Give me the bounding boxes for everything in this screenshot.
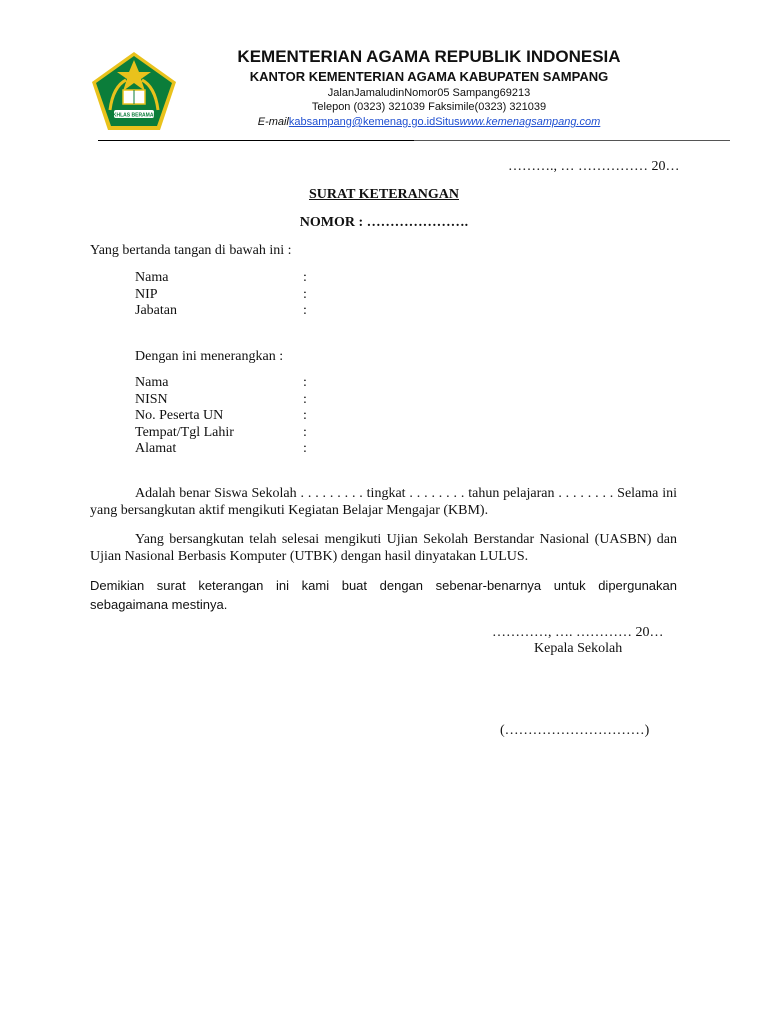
office-address: JalanJamaludinNomor05 Sampang69213 <box>327 87 531 99</box>
field-label: Nama <box>135 375 169 390</box>
field-colon: : <box>303 408 307 423</box>
field-label: NIP <box>135 286 158 302</box>
signer-fields <box>135 270 335 320</box>
logo-motto: IKHLAS BERAMAL <box>111 112 157 119</box>
email-label: E-mail <box>257 116 289 128</box>
date-line-top: ………., … …………… 20… <box>508 159 680 174</box>
student-fields <box>135 375 335 458</box>
field-row <box>135 303 335 320</box>
field-colon: : <box>303 375 307 390</box>
kemenag-logo <box>90 50 178 132</box>
letterhead-divider-right <box>414 140 730 141</box>
field-row <box>135 425 335 442</box>
letter-title: SURAT KETERANGAN <box>308 187 459 202</box>
field-row <box>135 270 335 287</box>
contact-line <box>230 116 628 128</box>
body-paragraph-2: Yang bersangkutan telah selesai mengikuti Ujian Sekolah Berstandar Nasional (UASBN) dan Ujian Nasional Berbasis Komputer (UTBK) dengan hasil dinyatakan LULUS. <box>90 532 677 564</box>
declares-text: Dengan ini menerangkan : <box>135 349 284 364</box>
site-label: Situs <box>435 116 460 128</box>
letter-number: NOMOR : …………………. <box>299 215 469 230</box>
office-phone: Telepon (0323) 321039 Faksimile(0323) 321039 <box>311 101 547 113</box>
ministry-name: KEMENTERIAN AGAMA REPUBLIK INDONESIA <box>237 47 621 66</box>
body-paragraph-1: Adalah benar Siswa Sekolah . . . . . . . . . tingkat . . . . . . . . tahun pelajaran . . . . . . . . Selama ini yang bersangkutan aktif mengikuti Kegiatan Belajar Mengajar (KBM). <box>90 486 677 518</box>
field-colon: : <box>303 424 307 440</box>
signer-position: Kepala Sekolah <box>534 641 623 656</box>
site-link[interactable]: www.kemenagsampang.com <box>459 116 601 128</box>
field-label: Alamat <box>135 441 177 456</box>
field-colon: : <box>303 441 307 456</box>
closing-paragraph: Demikian surat keterangan ini kami buat dengan sebenar-benarnya untuk dipergunakan sebagaimana mestinya. <box>90 578 677 612</box>
office-name: KANTOR KEMENTERIAN AGAMA KABUPATEN SAMPANG <box>249 69 609 84</box>
field-colon: : <box>303 286 307 302</box>
field-colon: : <box>303 303 307 318</box>
field-label: No. Peserta UN <box>135 408 224 423</box>
field-label: Tempat/Tgl Lahir <box>135 424 234 440</box>
field-row <box>135 441 335 458</box>
field-row <box>135 287 335 304</box>
letterhead-divider <box>98 140 414 141</box>
field-row <box>135 392 335 409</box>
email-link[interactable]: kabsampang@kemenag.go.id <box>288 116 436 128</box>
field-colon: : <box>303 391 307 407</box>
field-label: NISN <box>135 391 168 407</box>
field-row <box>135 408 335 425</box>
field-label: Jabatan <box>135 303 177 318</box>
intro-text: Yang bertanda tangan di bawah ini : <box>90 243 292 258</box>
field-colon: : <box>303 270 307 285</box>
field-label: Nama <box>135 270 169 285</box>
field-row <box>135 375 335 392</box>
date-line-bottom: …………, …. ………… 20… <box>492 625 664 640</box>
signature-line: (…………………………) <box>500 723 650 738</box>
